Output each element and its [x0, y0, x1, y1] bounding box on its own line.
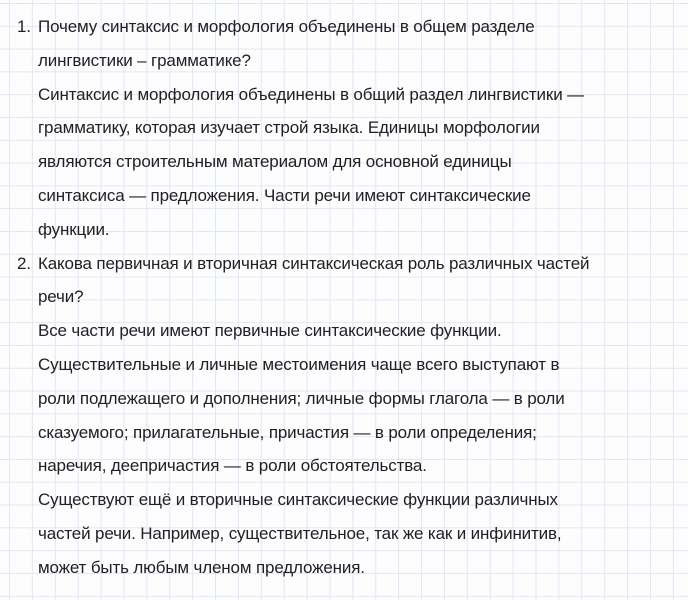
answer-line	[0, 483, 688, 517]
question-line	[0, 44, 688, 78]
answer-text: грамматику, которая изучает строй языка. Единицы морфологии	[38, 118, 540, 138]
item-number: 2.	[17, 253, 31, 273]
answer-text: Существительные и личные местоимения чаще всего выступают в	[38, 354, 560, 374]
answer-text: частей речи. Например, существительное, так же как и инфинитив,	[38, 523, 562, 543]
answer-text: функции.	[38, 219, 110, 239]
question-line	[0, 10, 688, 44]
question-text: Какова первичная и вторичная синтаксическая роль различных частей	[38, 253, 590, 273]
question-text: лингвистики – грамматике?	[38, 50, 251, 70]
answer-text: сказуемого; прилагательные, причастия — в роли определения;	[38, 422, 537, 442]
item-number: 1.	[17, 17, 31, 36]
answer-line	[0, 449, 688, 483]
question-text: речи?	[38, 287, 84, 307]
answer-text: Существуют ещё и вторичные синтаксические функции различных	[38, 490, 558, 510]
answer-line	[0, 78, 688, 112]
answer-text: роли подлежащего и дополнения; личные формы глагола — в роли	[38, 388, 565, 408]
answer-text: Все части речи имеют первичные синтаксические функции.	[38, 321, 502, 341]
answer-line	[0, 416, 688, 450]
question-line	[0, 280, 688, 314]
question-line	[0, 247, 688, 281]
question-text: Почему синтаксис и морфология объединены в общем разделе	[38, 17, 535, 36]
answer-line	[0, 145, 688, 179]
answer-text: синтаксиса — предложения. Части речи имеют синтаксические	[38, 185, 531, 205]
answer-line	[0, 382, 688, 416]
answer-text: Синтаксис и морфология объединены в общий раздел лингвистики —	[38, 84, 584, 104]
answer-line	[0, 348, 688, 382]
answer-line	[0, 551, 688, 585]
answer-line	[0, 111, 688, 145]
answer-line	[0, 517, 688, 551]
answer-line	[0, 179, 688, 213]
answer-text: являются строительным материалом для основной единицы	[38, 152, 512, 172]
answer-text: наречия, деепричастия — в роли обстоятельства.	[38, 456, 427, 476]
answer-text: может быть любым членом предложения.	[38, 557, 365, 577]
answer-line	[0, 314, 688, 348]
answer-line	[0, 213, 688, 247]
